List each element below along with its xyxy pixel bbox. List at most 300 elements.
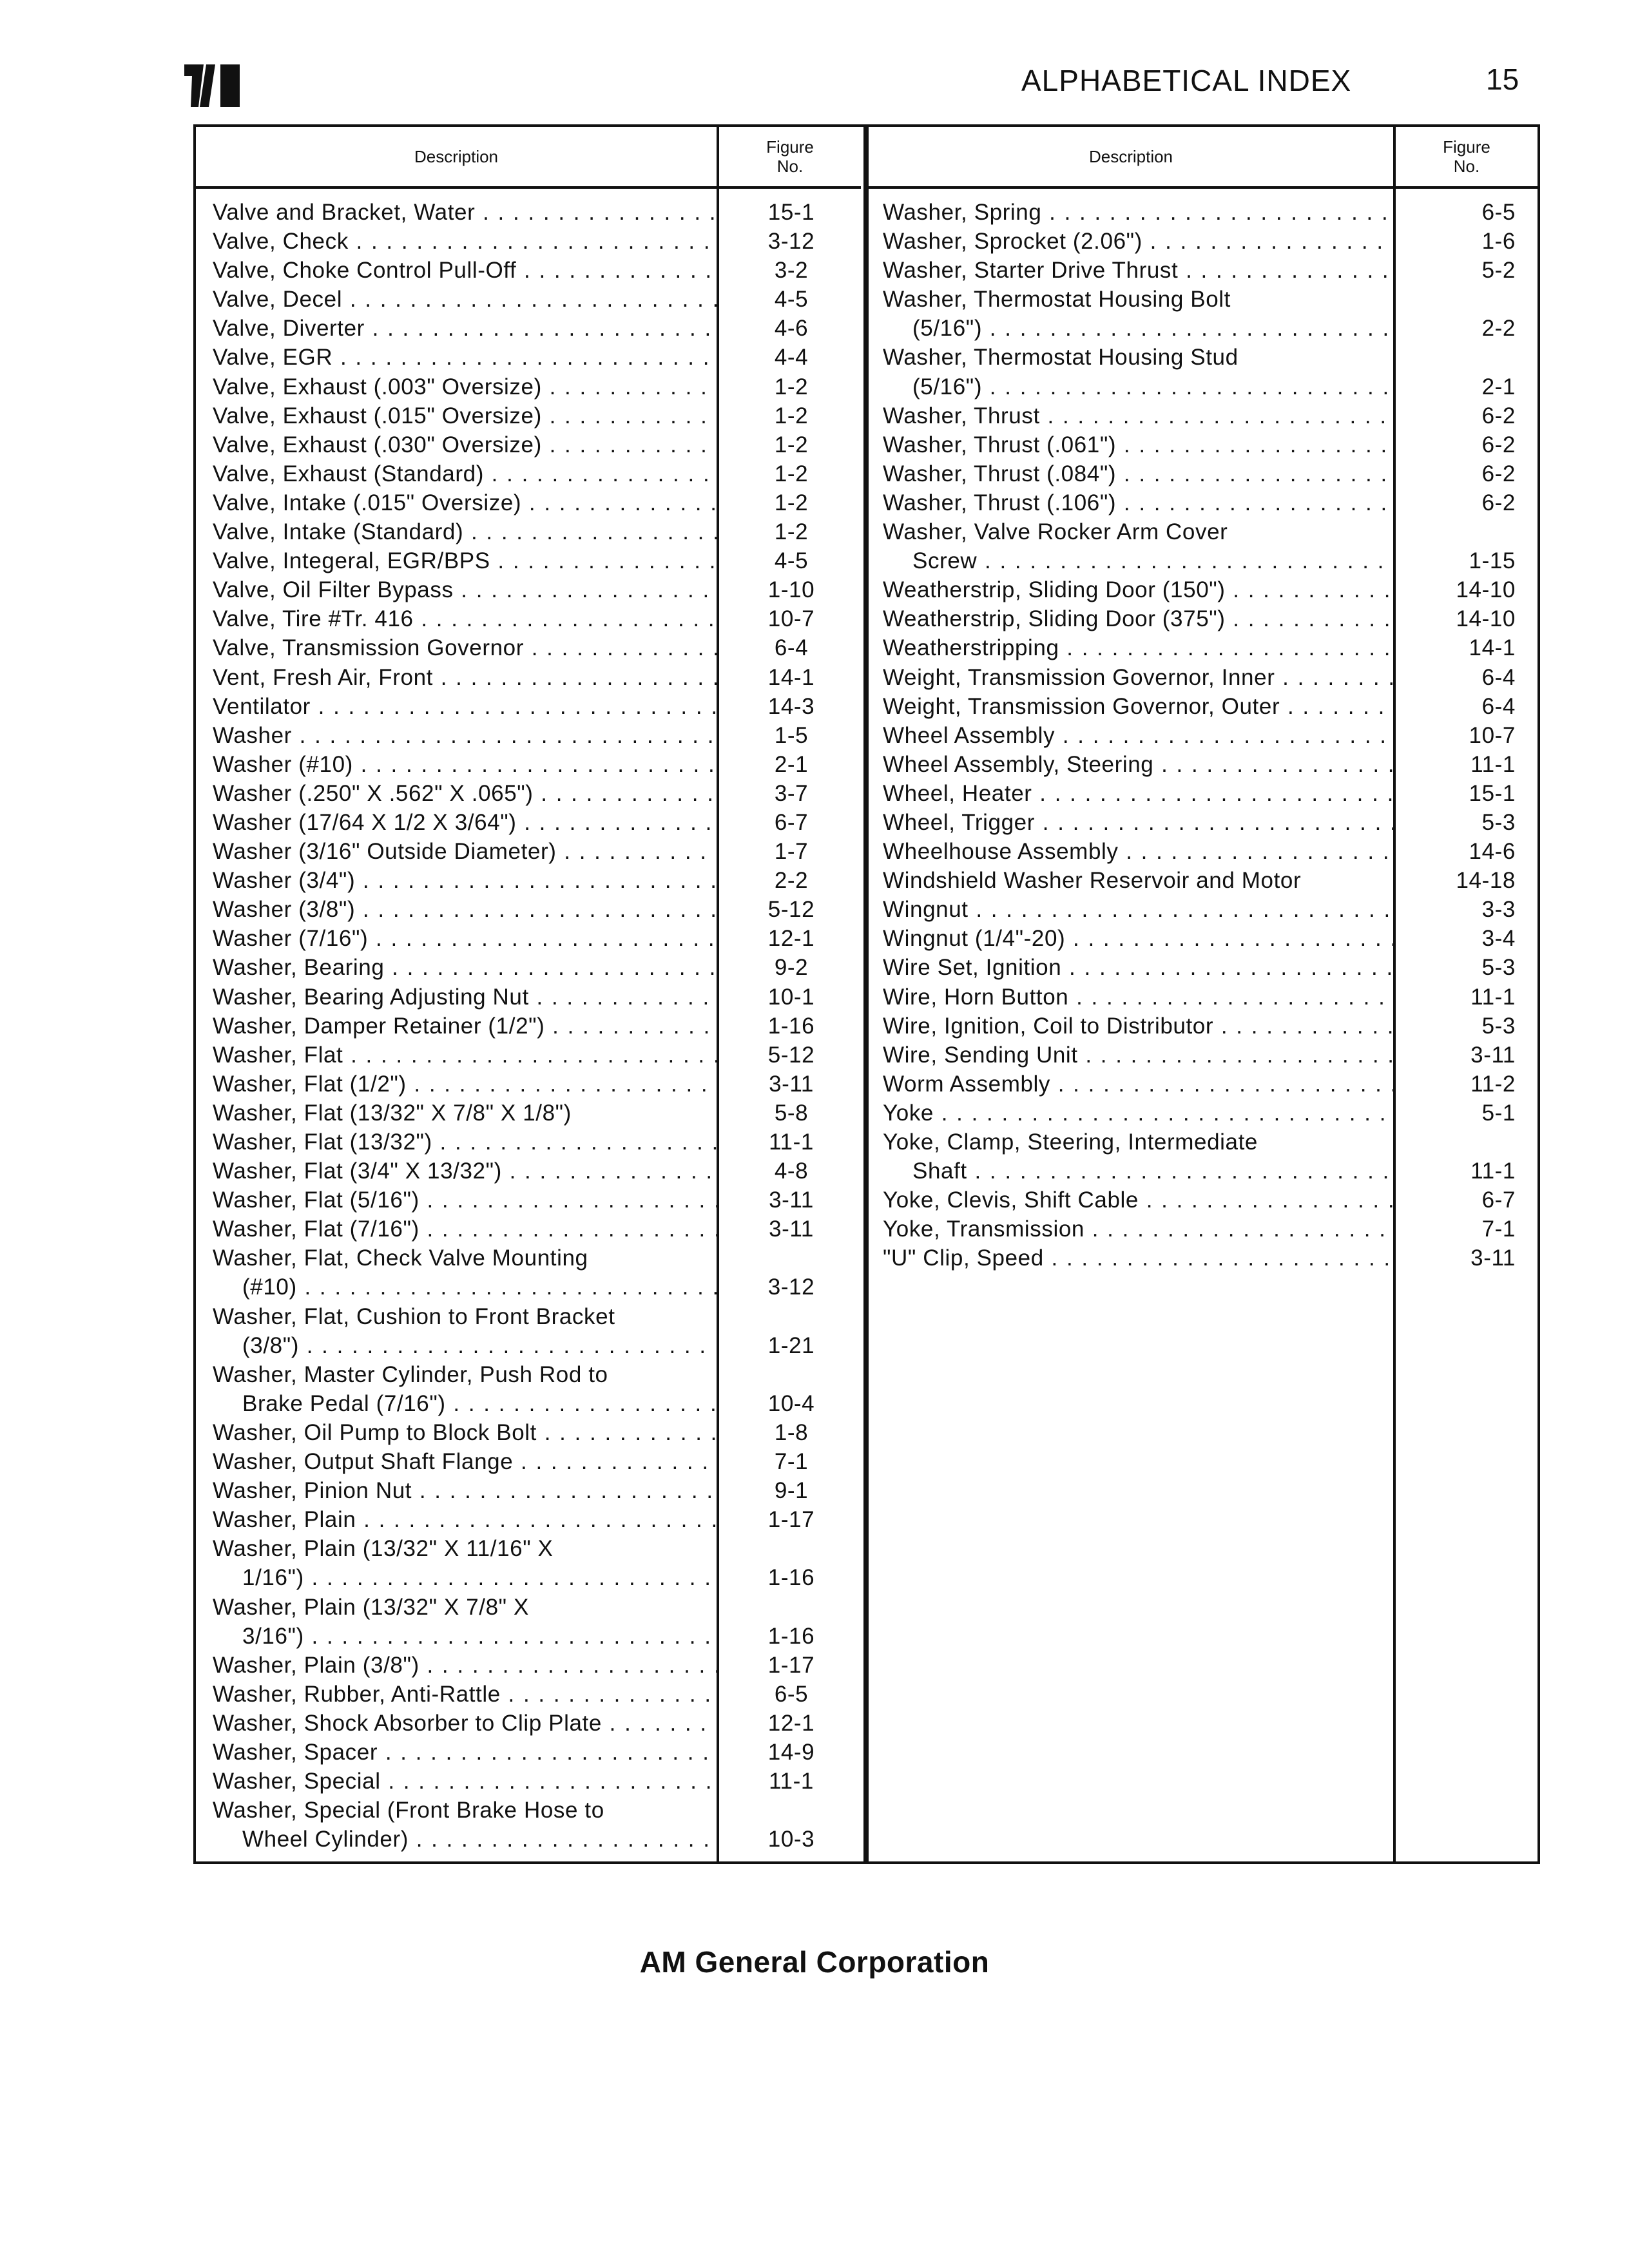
entry-figure-number: 1-2 [774, 403, 809, 428]
index-entry [869, 808, 1537, 837]
entry-figure-number: 1-2 [774, 490, 809, 515]
entry-figure-number: 2-1 [774, 751, 809, 777]
index-entry [869, 924, 1537, 953]
entry-description [869, 198, 1393, 227]
entry-figure-number [717, 1534, 861, 1563]
entry-description [196, 1563, 717, 1592]
entry-description [869, 721, 1393, 750]
entry-description [869, 517, 1393, 546]
entry-description [196, 575, 717, 604]
entry-description-text: Screw . . . [912, 548, 1393, 573]
index-entry [869, 1099, 1537, 1128]
entry-description [869, 343, 1393, 372]
index-entry [869, 895, 1537, 924]
index-entry [869, 575, 1537, 604]
index-entry [196, 1505, 861, 1534]
entry-description [869, 1128, 1393, 1157]
index-entry [869, 1186, 1537, 1215]
entry-description-text: Washer, Special . . . [213, 1769, 717, 1794]
entry-description-text: Weight, Transmission Governor, Inner . . . [883, 665, 1393, 690]
entry-figure-number: 14-1 [1469, 635, 1516, 661]
index-entry [196, 314, 861, 343]
entry-figure-number: 11-1 [1470, 751, 1516, 777]
index-entry [196, 227, 861, 256]
index-entry [869, 633, 1537, 662]
entry-description [196, 1273, 717, 1302]
index-entry [196, 430, 861, 459]
entry-description [196, 1360, 717, 1389]
entry-figure-number: 6-4 [1481, 664, 1516, 690]
entry-figure-number: 1-2 [774, 374, 809, 399]
index-entry [869, 750, 1537, 779]
entry-description [869, 663, 1393, 692]
index-entry [196, 1651, 861, 1680]
entry-description-text: Washer, Sprocket (2.06") . . . [883, 229, 1393, 254]
entry-description-text: (5/16") . . . [912, 316, 1393, 341]
entry-description [869, 750, 1393, 779]
entry-description [196, 837, 717, 866]
index-entry [196, 1825, 861, 1854]
entry-figure-number: 10-4 [767, 1390, 815, 1416]
index-entry [196, 633, 861, 662]
description-header: Description [1088, 146, 1173, 166]
index-entry [196, 1593, 861, 1622]
entry-figure-number: 3-11 [769, 1071, 814, 1097]
entry-figure-number: 4-5 [774, 548, 809, 574]
index-entry [869, 227, 1537, 256]
entry-description-text: Weight, Transmission Governor, Outer . . . [883, 694, 1393, 719]
index-table [193, 124, 1540, 1864]
index-entry [196, 604, 861, 633]
entry-description [196, 517, 717, 546]
index-entry [196, 401, 861, 430]
index-entry [196, 779, 861, 808]
index-entry [196, 750, 861, 779]
entry-description-text: Wire, Horn Button . . . [883, 985, 1393, 1010]
entry-description [196, 895, 717, 924]
index-entry [869, 256, 1537, 285]
entry-description-text: Washer, Plain . . . [213, 1507, 717, 1532]
entry-description [196, 256, 717, 285]
entry-description-text: (5/16") . . . [912, 374, 1393, 399]
index-entry [196, 1534, 861, 1563]
index-entry [196, 1331, 861, 1360]
entry-description-text: 1/16") . . . [242, 1565, 717, 1590]
entry-description-text: Valve, Choke Control Pull-Off . . . [213, 258, 717, 283]
entry-description-text: Washer, Special (Front Brake Hose to [213, 1798, 604, 1823]
index-entry [869, 372, 1537, 401]
entry-figure-number: 6-7 [1481, 1187, 1516, 1213]
entry-figure-number: 5-1 [1481, 1100, 1516, 1126]
entry-description-text: Wingnut (1/4"-20) . . . [883, 926, 1393, 951]
entry-description-text: Valve, Exhaust (.003" Oversize) . . . [213, 374, 717, 399]
entry-figure-number: 5-8 [774, 1100, 809, 1126]
entry-figure-number: 5-12 [767, 1042, 815, 1068]
index-entry [196, 663, 861, 692]
entry-description-text: Washer (7/16") . . . [213, 926, 717, 951]
entry-description-text: Washer, Thrust (.106") . . . [883, 490, 1393, 515]
index-entry [196, 459, 861, 488]
entry-description [196, 546, 717, 575]
entry-description-text: Washer, Plain (13/32" X 11/16" X [213, 1536, 554, 1562]
table-header [196, 127, 861, 189]
entry-description-text: Vent, Fresh Air, Front . . . [213, 665, 717, 690]
index-entry [196, 808, 861, 837]
entry-description-text: Washer, Thermostat Housing Stud [883, 345, 1239, 370]
entry-figure-number: 7-1 [1481, 1216, 1516, 1242]
index-entry [196, 1476, 861, 1505]
entry-description [196, 1389, 717, 1418]
entry-figure-number: 3-3 [1481, 897, 1516, 923]
entry-figure-number [1393, 1128, 1537, 1157]
index-entry [869, 953, 1537, 982]
entry-description [869, 895, 1393, 924]
entry-description [869, 227, 1393, 256]
entry-figure-number: 5-2 [1481, 258, 1516, 284]
figure-header-line2: No. [776, 157, 804, 176]
entry-figure-number: 6-4 [1481, 693, 1516, 719]
entry-description-text: (#10) . . . [242, 1274, 717, 1300]
index-entry [869, 198, 1537, 227]
entry-description-text: Valve, Intake (Standard) . . . [213, 519, 717, 544]
entry-description-text: Brake Pedal (7/16") . . . [242, 1391, 717, 1416]
index-entry [196, 372, 861, 401]
index-entry [196, 1389, 861, 1418]
entry-figure-number: 11-1 [769, 1129, 814, 1155]
entry-description-text: Washer (17/64 X 1/2 X 3/64") . . . [213, 810, 717, 835]
entry-description [196, 488, 717, 517]
index-entry [196, 1418, 861, 1447]
entry-description [196, 1447, 717, 1476]
index-entry [196, 692, 861, 721]
index-entry [869, 1041, 1537, 1070]
index-entry [869, 430, 1537, 459]
entry-description-text: Washer, Thermostat Housing Bolt [883, 287, 1231, 312]
entry-description-text: Wire, Ignition, Coil to Distributor . . . [883, 1014, 1393, 1039]
index-entry [196, 1186, 861, 1215]
entry-description-text: Valve, Oil Filter Bypass . . . [213, 577, 717, 602]
entry-figure-number: 11-2 [1470, 1071, 1516, 1097]
figure-header-line1: Figure [1443, 137, 1490, 157]
entry-description [196, 1099, 717, 1128]
entry-figure-number: 1-16 [767, 1013, 815, 1039]
entry-description [196, 1302, 717, 1331]
index-entry [196, 1360, 861, 1389]
index-entry [869, 1128, 1537, 1157]
entry-description-text: Valve, Tire #Tr. 416 . . . [213, 606, 717, 631]
entry-description-text: Wheel, Trigger . . . [883, 810, 1393, 835]
index-entry [196, 1302, 861, 1331]
entry-description [196, 372, 717, 401]
index-entry [869, 983, 1537, 1012]
entry-figure-number: 3-12 [767, 1274, 815, 1300]
entry-figure-number: 1-17 [767, 1507, 815, 1533]
index-entry [196, 256, 861, 285]
entry-figure-number: 1-2 [774, 519, 809, 545]
entry-figure-number: 1-6 [1481, 229, 1516, 255]
entry-description-text: Washer, Rubber, Anti-Rattle . . . [213, 1682, 717, 1707]
entry-figure-number: 6-4 [774, 635, 809, 661]
entry-description [196, 1680, 717, 1709]
entry-description [196, 692, 717, 721]
entry-description [196, 1186, 717, 1215]
entry-description [869, 1012, 1393, 1041]
entry-description [869, 1041, 1393, 1070]
entry-figure-number: 7-1 [774, 1449, 809, 1475]
entry-figure-number: 12-1 [767, 926, 815, 952]
entry-description-text: Washer, Bearing Adjusting Nut . . . [213, 985, 717, 1010]
entry-figure-number: 10-1 [767, 984, 815, 1010]
entry-description [869, 488, 1393, 517]
entry-figure-number: 12-1 [767, 1710, 815, 1736]
entry-description [196, 1534, 717, 1563]
entry-figure-number: 4-4 [774, 345, 809, 370]
entry-figure-number: 14-1 [767, 664, 815, 690]
index-entry [196, 1622, 861, 1651]
entry-figure-number: 6-2 [1481, 432, 1516, 457]
entry-figure-number: 9-1 [774, 1478, 809, 1504]
entry-figure-number: 9-2 [774, 955, 809, 981]
entry-description-text: Wingnut . . . [883, 897, 1393, 922]
entry-description-text: Washer, Flat (13/32" X 7/8" X 1/8") [213, 1100, 572, 1126]
entry-description [196, 1622, 717, 1651]
index-entry [196, 343, 861, 372]
index-entry [196, 1738, 861, 1767]
entry-figure-number: 1-16 [767, 1565, 815, 1591]
entry-description-text: Washer, Spacer . . . [213, 1740, 717, 1765]
entry-description-text: Washer, Flat (13/32") . . . [213, 1129, 717, 1155]
entry-figure-number: 6-2 [1481, 490, 1516, 515]
entry-description [196, 227, 717, 256]
entry-figure-number: 4-6 [774, 316, 809, 341]
entry-description-text: Washer, Flat, Cushion to Front Bracket [213, 1303, 615, 1329]
entry-description-text: Washer, Plain (3/8") . . . [213, 1653, 717, 1678]
entry-figure-number: 3-11 [769, 1187, 814, 1213]
entry-description-text: Valve, Exhaust (.015" Oversize) . . . [213, 403, 717, 428]
entry-figure-number: 3-11 [769, 1216, 814, 1242]
figure-header-line1: Figure [766, 137, 814, 157]
index-entry [196, 1099, 861, 1128]
entry-description [196, 953, 717, 982]
entry-description [196, 779, 717, 808]
table-body [196, 189, 861, 1861]
entry-description-text: Washer, Plain (13/32" X 7/8" X [213, 1594, 529, 1620]
entry-figure-number: 1-2 [774, 432, 809, 457]
entry-description [869, 808, 1393, 837]
footer-company: AM General Corporation [639, 1945, 990, 1979]
entry-figure-number [717, 1796, 861, 1825]
section-title: ALPHABETICAL INDEX [1021, 64, 1352, 97]
entry-description-text: Valve, Decel . . . [213, 287, 717, 312]
entry-figure-number: 11-1 [1470, 1158, 1516, 1184]
entry-figure-number [1393, 285, 1537, 314]
index-entry [196, 575, 861, 604]
entry-figure-number: 11-1 [769, 1769, 814, 1794]
entry-description-text: Washer, Thrust (.084") . . . [883, 461, 1393, 486]
entry-description-text: Valve and Bracket, Water . . . [213, 200, 717, 225]
entry-description [869, 953, 1393, 982]
entry-figure-number: 10-3 [767, 1827, 815, 1852]
entry-figure-number: 6-2 [1481, 403, 1516, 428]
entry-description-text: Washer (3/16" Outside Diameter) . . . [213, 839, 717, 864]
table-header [869, 127, 1537, 189]
entry-description-text: Washer, Flat (3/4" X 13/32") . . . [213, 1158, 717, 1184]
entry-description [196, 1593, 717, 1622]
entry-figure-number: 3-7 [774, 780, 809, 806]
index-entry [869, 517, 1537, 546]
entry-figure-number: 1-15 [1469, 548, 1516, 574]
entry-figure-number: 10-7 [1469, 722, 1516, 748]
entry-figure-number: 6-2 [1481, 461, 1516, 486]
entry-figure-number [717, 1593, 861, 1622]
index-entry [869, 866, 1537, 895]
index-entry [196, 1447, 861, 1476]
entry-description [869, 692, 1393, 721]
entry-description-text: Washer, Flat . . . [213, 1043, 717, 1068]
entry-figure-number: 11-1 [1470, 984, 1516, 1010]
entry-description-text: Washer, Flat, Check Valve Mounting [213, 1245, 588, 1271]
index-column-right [866, 127, 1537, 1861]
entry-description-text: Washer (#10) . . . [213, 752, 717, 777]
entry-description-text: Washer, Damper Retainer (1/2") . . . [213, 1014, 717, 1039]
entry-description [869, 1099, 1393, 1128]
index-entry [196, 1273, 861, 1302]
entry-description [196, 1651, 717, 1680]
entry-figure-number: 1-8 [774, 1419, 809, 1445]
index-entry [196, 983, 861, 1012]
entry-figure-number: 5-3 [1481, 809, 1516, 835]
entry-description [869, 459, 1393, 488]
index-entry [869, 779, 1537, 808]
index-entry [196, 1215, 861, 1244]
entry-description [869, 285, 1393, 314]
index-entry [196, 837, 861, 866]
entry-description [869, 1070, 1393, 1099]
entry-figure-number: 15-1 [1469, 780, 1516, 806]
entry-description [196, 808, 717, 837]
entry-description [196, 401, 717, 430]
entry-figure-number: 15-1 [767, 200, 815, 225]
entry-description [869, 314, 1393, 343]
index-entry [869, 1244, 1537, 1273]
entry-description-text: Yoke, Transmission . . . [883, 1216, 1393, 1242]
entry-figure-number: 1-16 [767, 1623, 815, 1649]
entry-description [196, 1505, 717, 1534]
index-entry [196, 1244, 861, 1273]
entry-description [196, 750, 717, 779]
entry-description [196, 604, 717, 633]
entry-description [196, 721, 717, 750]
entry-description [196, 314, 717, 343]
index-entry [869, 692, 1537, 721]
entry-description [869, 633, 1393, 662]
entry-description-text: Washer, Flat (5/16") . . . [213, 1187, 717, 1213]
entry-description [869, 401, 1393, 430]
entry-description [196, 1070, 717, 1099]
entry-description [196, 1418, 717, 1447]
entry-description-text: Washer . . . [213, 723, 717, 748]
index-entry [869, 343, 1537, 372]
entry-figure-number: 1-21 [767, 1332, 815, 1358]
entry-description [196, 1738, 717, 1767]
entry-figure-number: 1-2 [774, 461, 809, 486]
index-entry [196, 924, 861, 953]
entry-figure-number: 14-10 [1456, 577, 1516, 603]
description-header: Description [414, 146, 499, 166]
entry-description-text: Washer, Oil Pump to Block Bolt . . . [213, 1420, 717, 1445]
entry-description [869, 1186, 1393, 1215]
entry-description [869, 866, 1393, 895]
entry-description [196, 1476, 717, 1505]
entry-description-text: Valve, Intake (.015" Oversize) . . . [213, 490, 717, 515]
entry-description [869, 430, 1393, 459]
entry-description-text: Washer, Master Cylinder, Push Rod to [213, 1361, 608, 1387]
index-column-left [196, 127, 861, 1861]
index-entry [196, 953, 861, 982]
entry-description-text: Wheel Cylinder) . . . [242, 1827, 717, 1852]
entry-figure-number [717, 1302, 861, 1331]
entry-description [869, 256, 1393, 285]
entry-figure-number: 3-12 [767, 229, 815, 255]
entry-figure-number: 1-10 [767, 577, 815, 603]
entry-description-text: Windshield Washer Reservoir and Motor [883, 868, 1302, 894]
entry-description [869, 1244, 1393, 1273]
entry-description [196, 459, 717, 488]
index-entry [196, 546, 861, 575]
index-entry [196, 1709, 861, 1738]
entry-description-text: Valve, Transmission Governor . . . [213, 635, 717, 660]
table-body [869, 189, 1537, 1861]
entry-description-text: Wheel Assembly, Steering . . . [883, 752, 1393, 777]
entry-description-text: Shaft . . . [912, 1158, 1393, 1184]
entry-description-text: Yoke . . . [883, 1100, 1393, 1126]
entry-description-text: Washer (.250" X .562" X .065") . . . [213, 781, 717, 806]
index-entry [869, 663, 1537, 692]
entry-description [869, 983, 1393, 1012]
entry-description-text: Washer, Spring . . . [883, 200, 1393, 225]
index-entry [196, 1563, 861, 1592]
index-entry [196, 198, 861, 227]
index-entry [869, 401, 1537, 430]
entry-description [196, 1157, 717, 1186]
entry-description [869, 604, 1393, 633]
entry-description-text: Valve, Exhaust (.030" Oversize) . . . [213, 432, 717, 457]
index-entry [196, 1767, 861, 1796]
index-entries-right [869, 198, 1537, 1273]
entry-description-text: Yoke, Clamp, Steering, Intermediate [883, 1129, 1258, 1155]
entry-figure-number [1393, 343, 1537, 372]
index-entry [869, 837, 1537, 866]
entry-figure-number: 5-3 [1481, 1013, 1516, 1039]
entry-description-text: Wheel, Heater . . . [883, 781, 1393, 806]
entry-figure-number: 4-8 [774, 1158, 809, 1184]
figure-number-header [1393, 127, 1537, 186]
entry-description-text: Washer (3/4") . . . [213, 868, 717, 893]
entry-description-text: Washer (3/8") . . . [213, 897, 717, 922]
entry-description-text: "U" Clip, Speed . . . [883, 1245, 1393, 1271]
entry-description-text: Valve, Check . . . [213, 229, 717, 254]
entry-description [196, 663, 717, 692]
entry-figure-number: 3-4 [1481, 926, 1516, 952]
entry-figure-number [717, 1360, 861, 1389]
entry-description [869, 1215, 1393, 1244]
entry-description-text: Washer, Starter Drive Thrust . . . [883, 258, 1393, 283]
index-entry [196, 1041, 861, 1070]
entry-description-text: Washer, Flat (7/16") . . . [213, 1216, 717, 1242]
entry-description-text: Wire Set, Ignition . . . [883, 955, 1393, 980]
index-entry [869, 488, 1537, 517]
entry-description [196, 633, 717, 662]
